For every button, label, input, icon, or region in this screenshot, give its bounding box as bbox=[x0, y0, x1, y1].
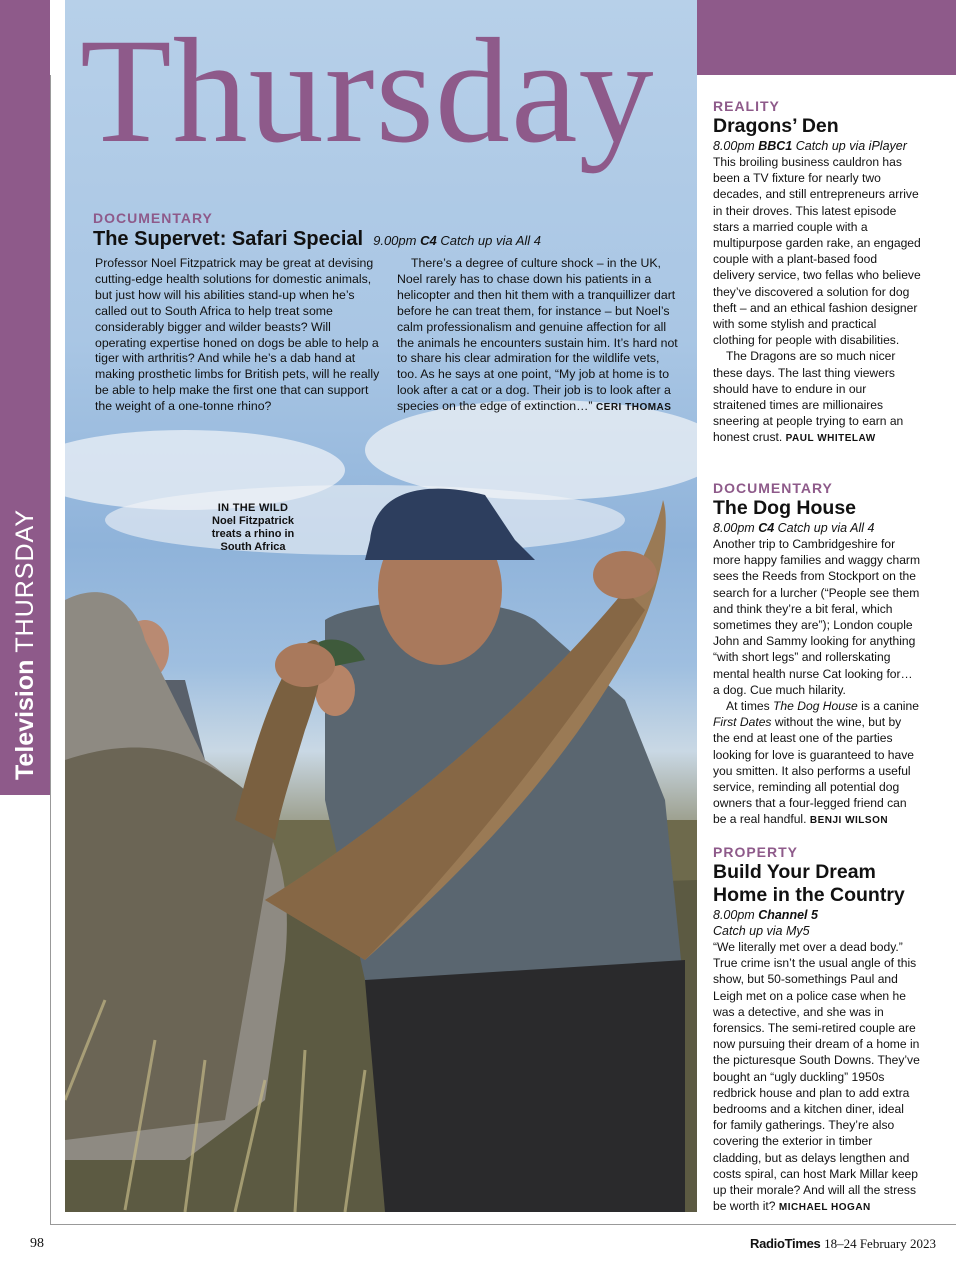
caption-title: IN THE WILD bbox=[217, 502, 289, 514]
section-side-label bbox=[8, 509, 42, 780]
article-paragraph bbox=[713, 348, 921, 447]
article-italic-title: First Dates bbox=[713, 715, 772, 730]
lead-body-col-2-text: There’s a degree of culture shock – in the UK, Noel rarely has to chase down his patients in a helicopter and then hit them with a tranquillizer dart before he can treat them, for instance – but Noel’s calm professionalism and genuine affection for all the animals he encounters sustain him. It’s hard not to share his clear admiration for the wildlife vets, too. As he says at one point, “My job at home is to look after a cat or a dog. Their job is to look after a species on the edge of extinction…” bbox=[397, 256, 678, 414]
lead-byline: CERI THOMAS bbox=[595, 402, 672, 414]
photo-caption bbox=[198, 502, 308, 554]
article-paragraph-text: The Dragons are so much nicer these days. The last thing viewers should have to endure in our straitened times are millionaires sneering at people trying to earn an honest crust. bbox=[713, 349, 904, 445]
article-build-dream-home bbox=[713, 844, 921, 1216]
article-meta bbox=[713, 138, 921, 154]
article-paragraph bbox=[713, 698, 921, 830]
article-channel: Channel 5 bbox=[758, 908, 818, 922]
frame-rule-horizontal bbox=[50, 1224, 956, 1225]
article-text-run: At times bbox=[726, 699, 774, 714]
article-headline: The Dog House bbox=[713, 497, 857, 519]
article-time: 8.00pm bbox=[713, 908, 755, 922]
article-text-run: is a canine bbox=[857, 699, 919, 714]
lead-article-header bbox=[93, 210, 673, 251]
article-time: 8.00pm bbox=[713, 521, 755, 535]
article-channel: C4 bbox=[758, 521, 775, 535]
hero-photo bbox=[65, 0, 697, 1212]
article-paragraph: This broiling business cauldron has been a TV fixture for nearly two decades, and still entrepreneurs arrive in their droves. This latest episode stars a married couple with a multipurpose garden rake, an engaged couple with a plant-based food delivery service, two fellas who believe they’ve discovered a solution for dog theft – and an ethical fashion designer with some stylish and practical clothing for people with disabilities. bbox=[713, 155, 921, 348]
hero-illustration bbox=[65, 0, 697, 1212]
article-paragraph bbox=[713, 939, 921, 1216]
article-kicker: REALITY bbox=[713, 98, 780, 114]
article-headline: Dragons’ Den bbox=[713, 115, 839, 137]
article-meta bbox=[713, 907, 921, 939]
footer-masthead bbox=[750, 1236, 936, 1252]
lead-time: 9.00pm bbox=[373, 233, 417, 248]
lead-body-col-1: Professor Noel Fitzpatrick may be great at devising cutting-edge health solutions for domestic animals, but just how will his abilities stand-up when he’s called out to South Africa to help treat some considerably bigger and wilder beasts? Will operating expertise honed on dogs be able to help a tiger with arthritis? And while he’s a dab hand at making prosthetic limbs for British pets, will he really be able to help make the first one that can support the weight of a one-tonne rhino? bbox=[95, 256, 380, 414]
article-dog-house bbox=[713, 480, 921, 830]
frame-rule-vertical bbox=[50, 75, 51, 1225]
footer-brand: RadioTimes bbox=[749, 1236, 821, 1251]
side-label-bold: Television bbox=[11, 659, 39, 780]
lead-catchup: Catch up via All 4 bbox=[440, 233, 542, 248]
footer-date: 18–24 February 2023 bbox=[824, 1236, 936, 1251]
article-channel: BBC1 bbox=[758, 139, 793, 153]
page-number: 98 bbox=[30, 1236, 44, 1251]
page-title: Thursday bbox=[80, 8, 655, 174]
article-byline: BENJI WILSON bbox=[809, 815, 889, 827]
lead-headline-row bbox=[93, 228, 673, 251]
article-paragraph: Another trip to Cambridgeshire for more happy families and waggy charm sees the Reeds from Stockport on the search for a lurcher (“People see them and think they’re a bit feral, which sometimes they are”); London couple John and Sammy looking for anything “with short legs” and rollerskating mental health nurse Cat looking for… a dog. Cue much hilarity. bbox=[713, 537, 921, 697]
article-dragons-den bbox=[713, 98, 921, 448]
lead-body-col-2 bbox=[397, 256, 682, 416]
side-label-light: THURSDAY bbox=[11, 508, 39, 653]
top-color-block bbox=[697, 0, 956, 75]
article-kicker: PROPERTY bbox=[713, 844, 799, 860]
lead-meta bbox=[373, 233, 541, 248]
article-catchup: Catch up via My5 bbox=[713, 924, 810, 938]
article-text-run: without the wine, but by the end at least one of the parties looking for love is guaranteed to have you smitten. It also performs a useful service, reminding all potential dog owners that a four-legged friend can be a real handful. bbox=[713, 715, 915, 827]
article-headline: Build Your Dream Home in the Country bbox=[713, 861, 905, 906]
article-meta bbox=[713, 520, 921, 536]
article-time: 8.00pm bbox=[713, 139, 755, 153]
caption-text: Noel Fitzpatrick treats a rhino in South Africa bbox=[211, 515, 295, 553]
article-byline: PAUL WHITELAW bbox=[785, 433, 876, 445]
lead-kicker: DOCUMENTARY bbox=[93, 210, 213, 226]
article-catchup: Catch up via All 4 bbox=[777, 521, 875, 535]
article-kicker: DOCUMENTARY bbox=[713, 480, 833, 496]
article-catchup: Catch up via iPlayer bbox=[795, 139, 907, 153]
article-paragraph-text: “We literally met over a dead body.” True crime isn’t the usual angle of this show, but 50-somethings Paul and Leigh met on a police case when he was a detective, and she was in forensics. The semi-retired couple are now pursuing their dream of a home in the picturesque South Downs. They’ve bought an “ugly duckling” 1950s redbrick house and plan to add extra bedrooms and a kitchen diner, ideal for family gatherings. They’re also covering the exterior in timber cladding, but as delays lengthen and costs spiral, can host Mark Millar keep up their morale? And will all the stress be worth it? bbox=[713, 940, 920, 1214]
article-byline: MICHAEL HOGAN bbox=[778, 1202, 871, 1214]
article-italic-title: The Dog House bbox=[773, 699, 858, 714]
lead-channel: C4 bbox=[420, 233, 437, 248]
lead-headline: The Supervet: Safari Special bbox=[93, 228, 364, 250]
